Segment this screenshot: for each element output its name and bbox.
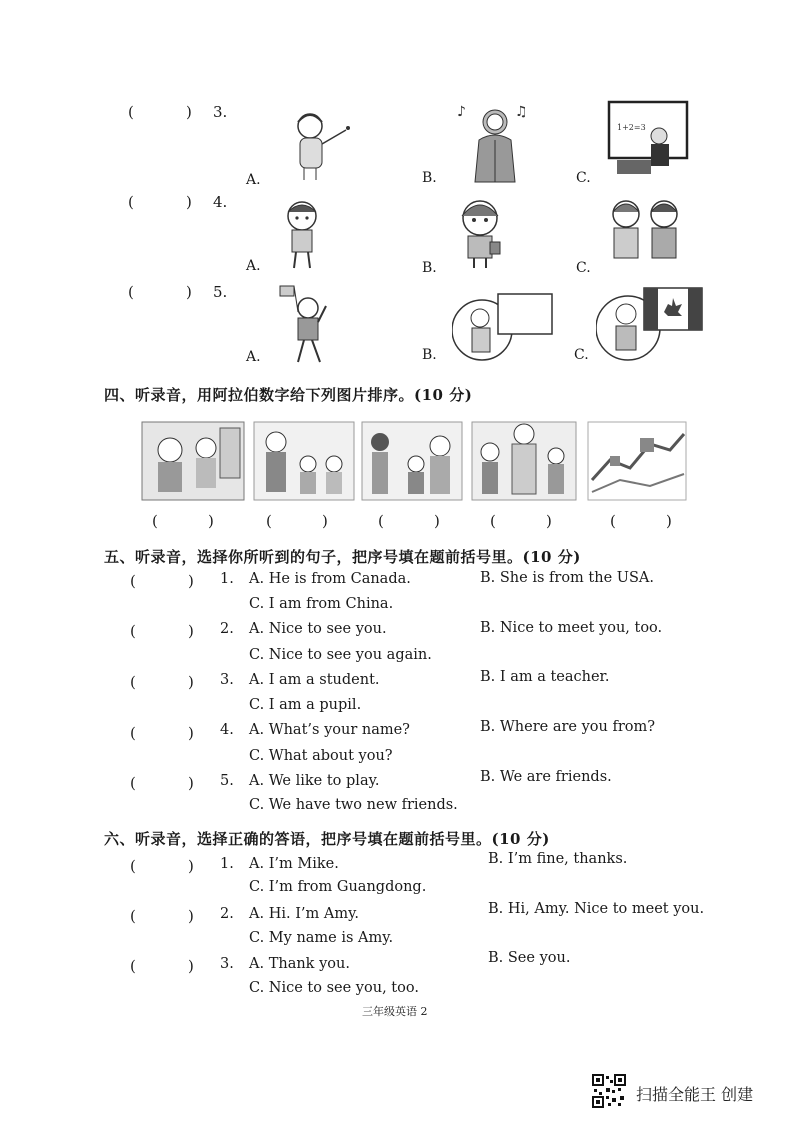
option-b-label: B.: [422, 170, 437, 186]
option-b-text: B. Where are you from?: [480, 719, 656, 735]
option-c-text: C. What about you?: [249, 748, 393, 764]
option-b-text: B. Nice to meet you, too.: [480, 620, 663, 636]
option-b-label: B.: [422, 347, 437, 363]
option-a-text: A. He is from Canada.: [249, 571, 411, 587]
blank-paren-open: (: [152, 512, 158, 530]
answer-paren-open: (: [130, 724, 136, 742]
option-b-label: B.: [422, 260, 437, 276]
answer-paren-open: (: [130, 572, 136, 590]
answer-paren-open: (: [130, 857, 136, 875]
page-footer: 三年级英语 2: [362, 1005, 428, 1018]
option-b-text: B. See you.: [488, 950, 571, 966]
question-number: 1.: [220, 856, 234, 872]
blank-paren-open: (: [266, 512, 272, 530]
qr-code-icon: [592, 1074, 626, 1108]
boy-illustration: [278, 198, 328, 270]
option-c-text: C. I’m from Guangdong.: [249, 879, 427, 895]
answer-paren-open: (: [130, 622, 136, 640]
answer-paren-open: (: [130, 673, 136, 691]
option-a-text: A. I’m Mike.: [249, 856, 339, 872]
question-number: 4.: [213, 193, 228, 211]
section-4-picture-strip: [140, 420, 688, 502]
blank-paren-close: ): [666, 512, 672, 530]
option-c-text: C. My name is Amy.: [249, 930, 394, 946]
svg-text:♫: ♫: [515, 104, 528, 120]
section-4-title: 四、听录音，用阿拉伯数字给下列图片排序。(10 分): [104, 386, 473, 404]
girl-with-bag-illustration: [450, 196, 510, 270]
option-c-label: C.: [576, 170, 591, 186]
answer-paren-close: ): [188, 724, 194, 742]
question-number: 2.: [220, 621, 234, 637]
option-c-text: C. I am a pupil.: [249, 697, 362, 713]
option-a-text: A. We like to play.: [249, 773, 380, 789]
section-5-title: 五、听录音，选择你所听到的句子，把序号填在题前括号里。(10 分): [104, 548, 581, 566]
boy-with-blank-flag-illustration: [452, 292, 556, 366]
option-c-label: C.: [574, 347, 589, 363]
answer-paren-close: ): [186, 283, 192, 301]
option-a-label: A.: [246, 172, 261, 188]
question-number: 4.: [220, 722, 234, 738]
option-c-label: C.: [576, 260, 591, 276]
scanner-watermark-text: 扫描全能王 创建: [636, 1085, 754, 1104]
question-number: 5.: [220, 773, 234, 789]
answer-paren-close: ): [188, 907, 194, 925]
answer-paren-close: ): [186, 193, 192, 211]
svg-text:1+2=3: 1+2=3: [617, 123, 646, 132]
boy-waving-flag-illustration: [276, 282, 332, 366]
question-number: 3.: [213, 103, 228, 121]
svg-text:♪: ♪: [457, 104, 466, 120]
blank-paren-close: ): [322, 512, 328, 530]
blank-paren-open: (: [378, 512, 384, 530]
question-number: 3.: [220, 672, 234, 688]
question-number: 1.: [220, 571, 234, 587]
option-a-text: A. Nice to see you.: [249, 621, 387, 637]
blank-paren-open: (: [490, 512, 496, 530]
option-b-text: B. Hi, Amy. Nice to meet you.: [488, 901, 705, 917]
option-b-text: B. I’m fine, thanks.: [488, 851, 628, 867]
answer-paren-open: (: [128, 283, 134, 301]
singer-woman-illustration: [455, 100, 535, 185]
answer-paren-close: ): [186, 103, 192, 121]
answer-paren-close: ): [188, 774, 194, 792]
option-c-text: C. We have two new friends.: [249, 797, 458, 813]
option-b-text: B. I am a teacher.: [480, 669, 610, 685]
answer-paren-open: (: [128, 193, 134, 211]
question-number: 2.: [220, 906, 234, 922]
question-number: 3.: [220, 956, 234, 972]
girl-singer-illustration: [280, 104, 360, 184]
answer-paren-open: (: [130, 957, 136, 975]
option-b-text: B. She is from the USA.: [480, 570, 654, 586]
answer-paren-open: (: [130, 907, 136, 925]
question-number: 5.: [213, 283, 228, 301]
option-a-text: A. Hi. I’m Amy.: [249, 906, 359, 922]
answer-paren-open: (: [130, 774, 136, 792]
blank-paren-open: (: [610, 512, 616, 530]
option-c-text: C. I am from China.: [249, 596, 394, 612]
teacher-at-blackboard-illustration: [607, 100, 689, 182]
option-a-text: A. I am a student.: [249, 672, 380, 688]
blank-paren-close: ): [546, 512, 552, 530]
option-a-label: A.: [246, 258, 261, 274]
answer-paren-close: ): [188, 957, 194, 975]
girl-with-canada-flag-illustration: [596, 286, 704, 366]
option-a-text: A. What’s your name?: [249, 722, 410, 738]
answer-paren-open: (: [128, 103, 134, 121]
blank-paren-close: ): [434, 512, 440, 530]
option-a-text: A. Thank you.: [249, 956, 350, 972]
blank-paren-close: ): [208, 512, 214, 530]
two-children-illustration: [602, 196, 692, 266]
answer-paren-close: ): [188, 857, 194, 875]
answer-paren-close: ): [188, 572, 194, 590]
option-b-text: B. We are friends.: [480, 769, 612, 785]
answer-paren-close: ): [188, 673, 194, 691]
section-6-title: 六、听录音，选择正确的答语，把序号填在题前括号里。(10 分): [104, 830, 550, 848]
option-a-label: A.: [246, 349, 261, 365]
answer-paren-close: ): [188, 622, 194, 640]
option-c-text: C. Nice to see you, too.: [249, 980, 419, 996]
option-c-text: C. Nice to see you again.: [249, 647, 432, 663]
